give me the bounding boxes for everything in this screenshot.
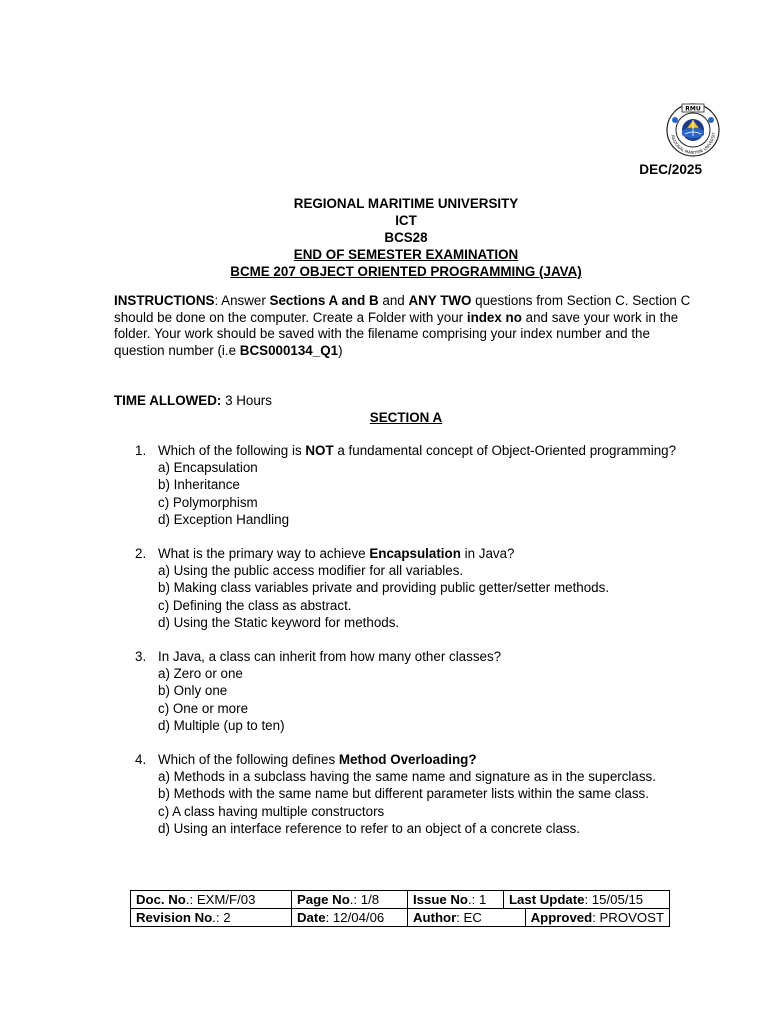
answer-option: b) Only one <box>158 683 228 699</box>
answer-option: c) A class having multiple constructors <box>158 803 385 819</box>
exam-title: END OF SEMESTER EXAMINATION <box>293 247 519 262</box>
question-item <box>0 648 768 734</box>
program-code: BCS28 <box>384 230 428 245</box>
last-update-cell <box>504 891 670 909</box>
instructions-bold: index no <box>466 309 522 325</box>
cell-value: : EC <box>456 910 482 925</box>
department: ICT <box>395 213 417 228</box>
question-text: What is the primary way to achieve <box>158 546 370 562</box>
crest-ring-text: REGIONAL MARITIME UNIVERSIT <box>670 132 717 156</box>
revision-number-cell <box>131 909 292 927</box>
approved-cell <box>525 909 669 927</box>
exam-date: DEC/2025 <box>639 162 702 177</box>
answer-option: c) One or more <box>158 700 249 716</box>
university-name: REGIONAL MARITIME UNIVERSITY <box>293 196 519 211</box>
question-item <box>0 442 768 528</box>
question-text: Which of the following defines <box>158 752 339 768</box>
answer-option: a) Methods in a subclass having the same name and signature as in the superclass. <box>158 769 656 785</box>
answer-option: a) Encapsulation <box>158 460 258 476</box>
answer-option: d) Using an interface reference to refer to an object of a concrete class. <box>158 820 581 836</box>
question-emphasis: Encapsulation <box>369 546 461 562</box>
question-number: 3. <box>135 649 147 665</box>
cell-label: Last Update <box>509 892 585 907</box>
instructions-text: questions from Section C. Section C should be done on the computer. Create a Folder with your <box>114 293 691 325</box>
answer-option: b) Inheritance <box>158 477 240 493</box>
instructions-bold: BCS000134_Q1 <box>239 343 339 359</box>
instructions-paragraph <box>114 293 704 360</box>
question-emphasis: Method Overloading? <box>338 752 477 768</box>
question-list <box>0 442 768 854</box>
question-number: 4. <box>135 752 147 768</box>
answer-option: a) Using the public access modifier for all variables. <box>158 563 464 579</box>
instructions-bold: ANY TWO <box>408 293 472 308</box>
answer-option: d) Using the Static keyword for methods. <box>158 614 400 630</box>
answer-option: b) Methods with the same name but different parameter lists within the same class. <box>158 786 649 802</box>
answer-option: c) Defining the class as abstract. <box>158 597 352 613</box>
author-cell <box>408 909 526 927</box>
instructions-label: INSTRUCTIONS <box>114 293 215 308</box>
answer-option: d) Exception Handling <box>158 511 290 527</box>
page-number-cell <box>292 891 408 909</box>
cell-label: Author <box>413 910 457 925</box>
instructions-bold: Sections A and B <box>269 293 379 308</box>
exam-header <box>0 195 768 280</box>
question-text: a fundamental concept of Object-Oriented programming? <box>333 443 677 458</box>
cell-value: : 15/05/15 <box>584 892 644 907</box>
question-emphasis: NOT <box>305 443 334 458</box>
cell-label: Approved <box>530 910 593 925</box>
doc-number-cell <box>131 891 292 909</box>
cell-value: .: EXM/F/03 <box>185 892 256 907</box>
cell-label: Issue No <box>413 892 468 907</box>
question-text: Which of the following is <box>158 443 306 458</box>
question-text: In Java, a class can inherit from how many other classes? <box>158 649 502 665</box>
answer-option: d) Multiple (up to ten) <box>158 717 285 733</box>
instructions-text: and save your work in the folder. Your work should be saved with the filename comprising your index number and the question number (i.e <box>114 309 679 359</box>
section-title: SECTION A <box>369 410 443 425</box>
table-row <box>131 891 670 909</box>
time-value: 3 Hours <box>221 393 272 408</box>
question-number: 1. <box>135 443 147 458</box>
document-control-table <box>130 890 670 927</box>
cell-label: Revision No <box>136 910 213 925</box>
question-number: 2. <box>135 546 147 562</box>
question-item <box>0 545 768 631</box>
cell-label: Date <box>297 910 326 925</box>
table-row <box>131 909 670 927</box>
cell-value: : 12/04/06 <box>325 910 385 925</box>
cell-value: .: 1 <box>467 892 487 907</box>
question-item <box>0 751 768 837</box>
question-text: in Java? <box>460 546 515 562</box>
answer-option: b) Making class variables private and providing public getter/setter methods. <box>158 580 610 596</box>
answer-option: a) Zero or one <box>158 666 243 682</box>
issue-number-cell <box>408 891 504 909</box>
cell-value: .: 1/8 <box>349 892 380 907</box>
crest-abbrev: RMU <box>685 105 701 113</box>
university-crest-logo <box>665 100 721 160</box>
date-cell <box>292 909 408 927</box>
instructions-text: and <box>378 293 409 308</box>
course-title: BCME 207 OBJECT ORIENTED PROGRAMMING (JAVA) <box>230 264 582 279</box>
cell-value: .: 2 <box>212 910 231 925</box>
cell-label: Page No <box>297 892 350 907</box>
instructions-text: ) <box>338 343 343 359</box>
cell-label: Doc. No <box>136 892 186 907</box>
cell-value: : PROVOST <box>592 910 664 925</box>
time-allowed <box>114 393 272 408</box>
instructions-text: : Answer <box>214 293 270 308</box>
time-label: TIME ALLOWED: <box>114 393 222 408</box>
answer-option: c) Polymorphism <box>158 494 258 510</box>
